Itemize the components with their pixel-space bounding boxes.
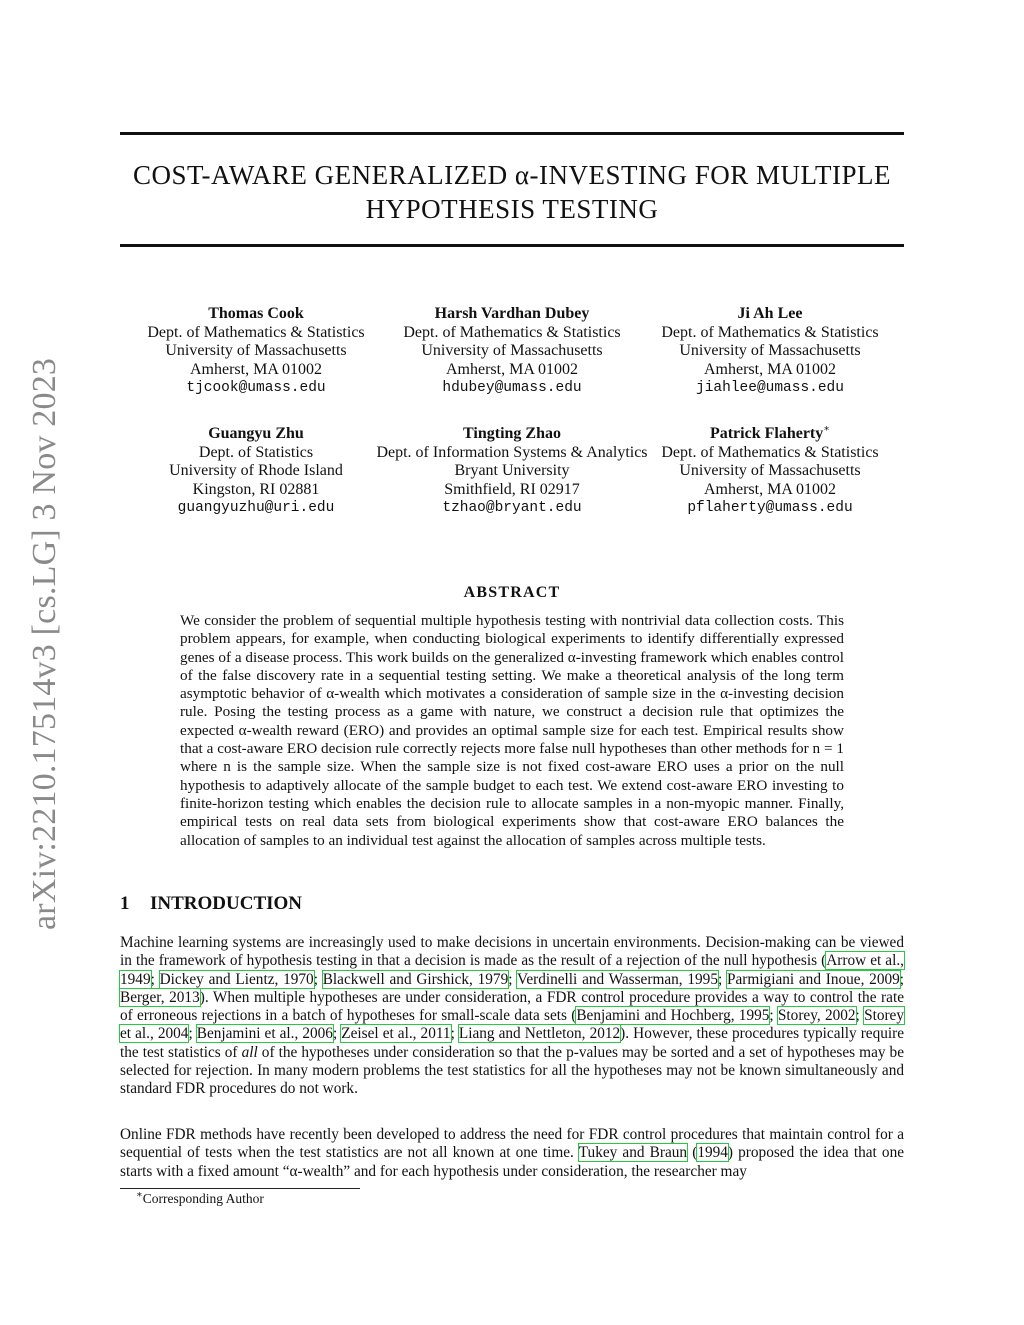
corresponding-author-mark: ∗ — [823, 423, 831, 435]
title-line-1: COST-AWARE GENERALIZED α-INVESTING FOR MULTIPLE — [133, 160, 891, 190]
author-block — [106, 305, 406, 398]
text-run: ). When multiple hypotheses are under consideration, a FDR control procedure provides a way to control the rate of erroneous rejections in a batch of hypotheses for small-scale data sets ( — [120, 988, 904, 1025]
footnote-text: Corresponding Author — [142, 1191, 264, 1206]
author-name: Harsh Vardhan Dubey — [434, 305, 590, 322]
author-city: Amherst, MA 01002 — [704, 480, 836, 498]
citation-link[interactable]: Dickey and Lientz, 1970 — [159, 970, 314, 988]
author-university: Bryant University — [454, 462, 570, 479]
author-city: Kingston, RI 02881 — [192, 480, 320, 498]
author-city: Amherst, MA 01002 — [704, 360, 836, 378]
citation-link[interactable]: Benjamini and Hochberg, 1995 — [576, 1007, 770, 1025]
author-email[interactable]: hdubey@umass.edu — [442, 380, 582, 396]
title-rule-bottom — [120, 244, 904, 247]
author-university: University of Massachusetts — [679, 462, 861, 479]
author-block — [620, 305, 920, 398]
citation-link[interactable]: Zeisel et al., 2011 — [341, 1025, 451, 1043]
citation-link[interactable]: Liang and Nettleton, 2012 — [458, 1025, 621, 1043]
author-email[interactable]: jiahlee@umass.edu — [696, 380, 844, 396]
author-name: Ji Ah Lee — [737, 305, 803, 322]
author-block — [620, 425, 920, 518]
citation-link[interactable]: Parmigiani and Inoue, 2009 — [727, 970, 900, 988]
author-university: University of Rhode Island — [169, 462, 343, 479]
text-run: Online FDR methods have recently been developed to address the need for FDR control procedures that maintain control for a sequential of tests when the test statistics are not all known at one time. — [120, 1126, 904, 1162]
title-line-2: HYPOTHESIS TESTING — [365, 194, 659, 224]
author-city: Amherst, MA 01002 — [190, 360, 322, 378]
emphasis: all — [241, 1043, 258, 1061]
author-dept: Dept. of Mathematics & Statistics — [147, 323, 365, 341]
intro-paragraph-2: Online FDR methods have recently been developed to address the need for FDR control procedures that maintain control for a sequential of tests when the test statistics are not all known at one time. Tukey and Braun (1994) proposed the idea that one starts with a fixed amount “α-wealth” and for each hypothesis under consideration, the researcher may — [120, 1126, 905, 1180]
section-number: 1 — [120, 893, 130, 914]
author-email[interactable]: tzhao@bryant.edu — [442, 500, 582, 516]
author-name — [620, 425, 920, 444]
author-city: Smithfield, RI 02917 — [444, 480, 580, 498]
author-dept: Dept. of Mathematics & Statistics — [661, 443, 879, 461]
authors-row-2 — [120, 425, 904, 525]
citation-link[interactable]: Storey, 2002 — [777, 1007, 856, 1025]
paper-title — [120, 158, 904, 226]
arxiv-identifier: arXiv:2210.17514v3 [cs.LG] 3 Nov 2023 — [26, 357, 63, 930]
abstract-heading: ABSTRACT — [463, 584, 561, 601]
footnote-mark: ∗ — [136, 1189, 143, 1201]
citation-link[interactable]: Arrow et al., 1949 — [120, 952, 904, 988]
author-dept: Dept. of Statistics — [198, 443, 314, 461]
author-university: University of Massachusetts — [679, 342, 861, 359]
author-dept: Dept. of Mathematics & Statistics — [403, 323, 621, 341]
author-university: University of Massachusetts — [421, 342, 603, 359]
text-run: proposed the idea that one starts with a fixed amount “α-wealth” and for each hypothesis under consideration, the researcher may — [120, 1144, 905, 1180]
citation-link[interactable]: Benjamini et al., 2006 — [196, 1025, 333, 1043]
author-city: Amherst, MA 01002 — [446, 360, 578, 378]
citation-link[interactable]: Tukey and Braun — [578, 1144, 688, 1162]
author-email[interactable]: guangyuzhu@uri.edu — [177, 500, 335, 516]
author-name: Guangyu Zhu — [208, 425, 304, 442]
citation-link[interactable]: Verdinelli and Wasserman, 1995 — [516, 970, 718, 988]
author-email[interactable]: tjcook@umass.edu — [186, 380, 326, 396]
text-run: of the hypotheses under consideration so that the p-values may be sorted and a set of hypotheses may be selected for rejection. In many modern problems the test statistics for all the hypotheses may not be known simultaneously and standard FDR procedures do not work. — [120, 1043, 904, 1098]
authors-row-1 — [120, 305, 904, 405]
section-title: INTRODUCTION — [150, 893, 303, 914]
intro-paragraph-1: Machine learning systems are increasingly used to make decisions in uncertain environments. Decision-making can be viewed in the framework of hypothesis testing in that a decision is made as the result of a rejection of the null hypothesis (Arrow et al., 1949; Dickey and Lientz, 1970; Blackwell and Girshick, 1979; Verdinelli and Wasserman, 1995; Parmigiani and Inoue, 2009; Berger, 2013). When multiple hypotheses are under consideration, a FDR control procedure provides a way to control the rate of erroneous rejections in a batch of hypotheses for small-scale data sets (Benjamini and Hochberg, 1995; Storey, 2002; Storey et al., 2004; Benjamini et al., 2006; Zeisel et al., 2011; Liang and Nettleton, 2012). However, these procedures typically require the test statistics of all of the hypotheses under consideration so that the p-values may be sorted and a set of hypotheses may be selected for rejection. In many modern problems the test statistics for all the hypotheses may not be known simultaneously and standard FDR procedures do not work. — [120, 934, 905, 1098]
text-run: ). However, these procedures typically require the test statistics of — [120, 1025, 905, 1061]
citation-link[interactable]: Blackwell and Girshick, 1979 — [322, 970, 509, 988]
citation-link[interactable]: Berger, 2013 — [120, 988, 200, 1006]
section-heading — [120, 893, 904, 915]
author-dept: Dept. of Mathematics & Statistics — [661, 323, 879, 341]
author-dept: Dept. of Information Systems & Analytics — [376, 443, 648, 461]
author-name-text: Patrick Flaherty — [709, 425, 824, 442]
citation-link[interactable]: 1994 — [697, 1144, 728, 1162]
author-university: University of Massachusetts — [165, 342, 347, 359]
title-rule-top — [120, 132, 904, 135]
abstract-text: We consider the problem of sequential multiple hypothesis testing with nontrivial data collection costs. This problem appears, for example, when conducting biological experiments to identify differentially expressed genes of a disease process. This work builds on the generalized α-investing framework which enables control of the false discovery rate in a sequential testing setting. We make a theoretical analysis of the long term asymptotic behavior of α-wealth which motivates a consideration of sample size in the α-investing decision rule. Posing the testing process as a game with nature, we construct a decision rule that optimizes the expected α-wealth reward (ERO) and provides an optimal sample size for each test. Empirical results show that a cost-aware ERO decision rule correctly rejects more false null hypotheses than other methods for n = 1 where n is the sample size. When the sample size is not fixed cost-aware ERO uses a prior on the null hypothesis to adaptively allocate of the sample budget to each test. We extend cost-aware ERO investing to finite-horizon testing which enables the decision rule to allocate samples in a non-myopic manner. Finally, empirical tests on real data sets from biological experiments show that cost-aware ERO balances the allocation of samples to an individual test against the allocation of samples across multiple tests. — [180, 612, 844, 849]
citation-link[interactable]: Storey et al., 2004 — [120, 1007, 905, 1043]
footnote — [136, 1191, 264, 1207]
author-block — [362, 305, 662, 398]
author-name: Thomas Cook — [208, 305, 304, 322]
footnote-rule — [120, 1188, 360, 1189]
author-email[interactable]: pflaherty@umass.edu — [687, 500, 853, 516]
text-run: Machine learning systems are increasingly used to make decisions in uncertain environments. Decision-making can be viewed in the framework of hypothesis testing in that a decision is made as the result of a rejection of the null hypothesis ( — [120, 934, 904, 970]
author-name: Tingting Zhao — [463, 425, 561, 442]
